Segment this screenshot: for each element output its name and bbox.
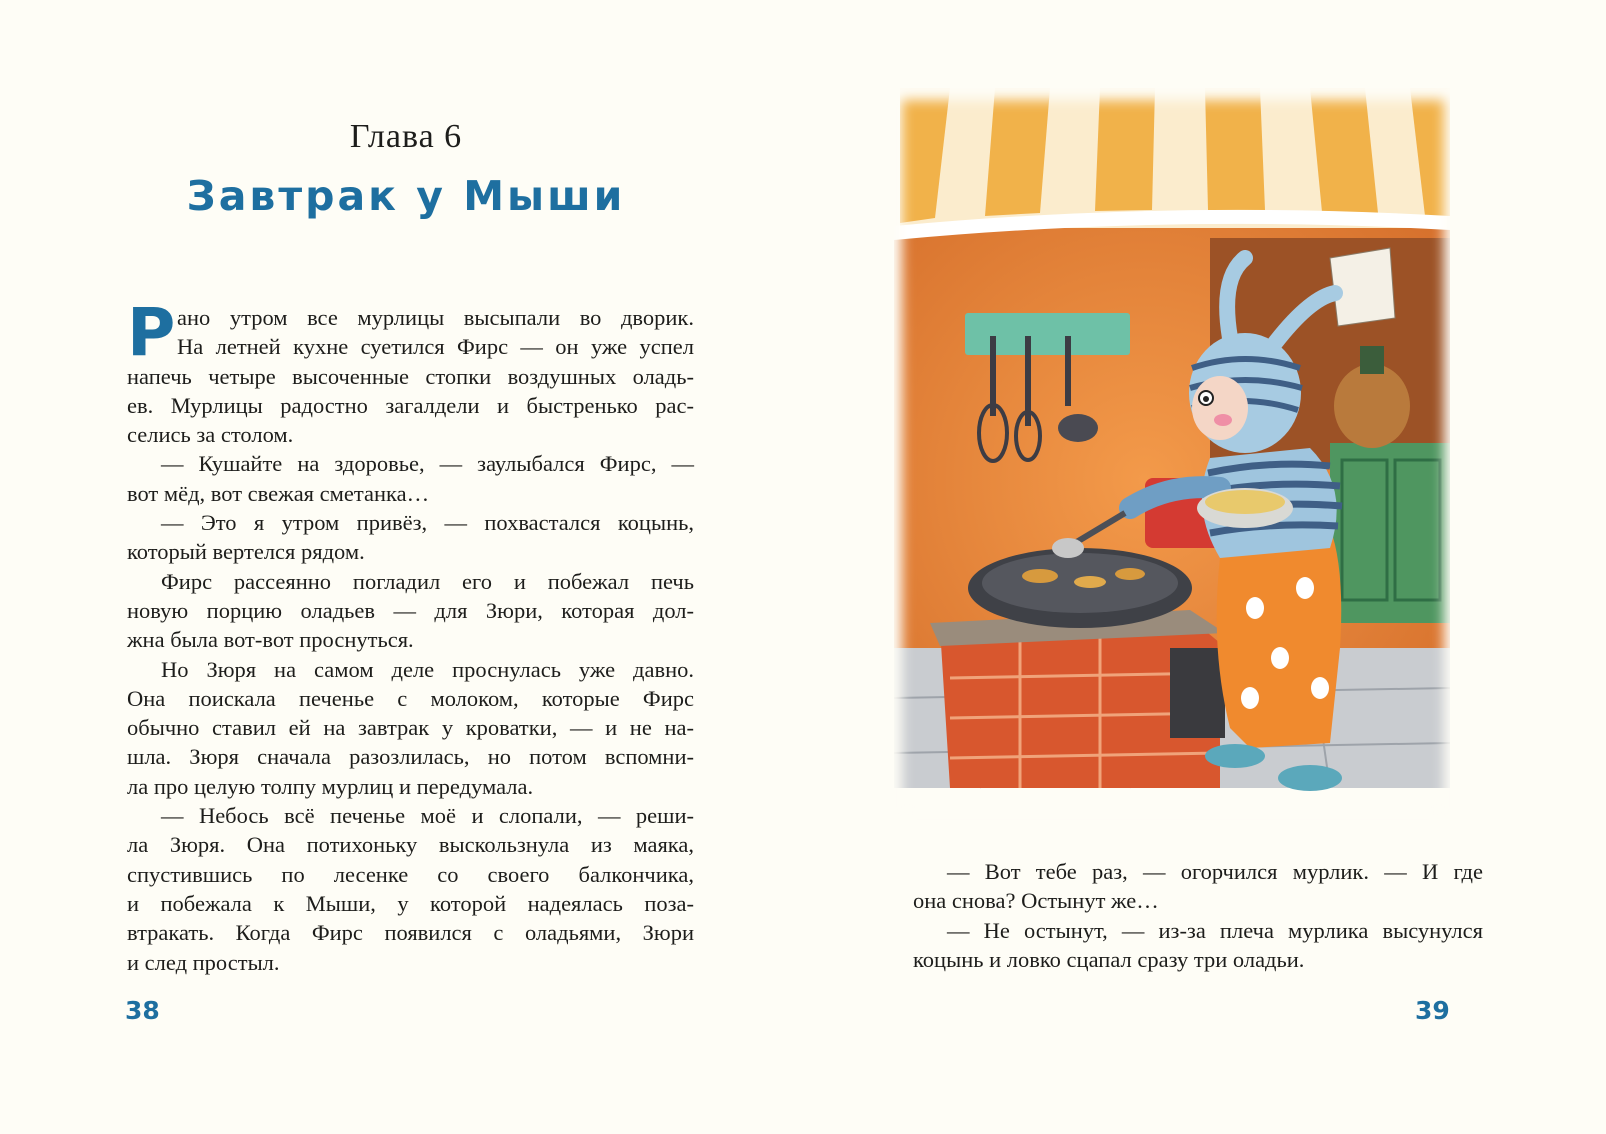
chapter-title: Завтрак у Мыши: [186, 172, 626, 220]
kitchen-illustration: [890, 88, 1456, 826]
left-page-text: [127, 294, 694, 977]
right-page: [803, 0, 1606, 1134]
text-line: Но Зюря на самом деле проснулась уже давно.: [161, 656, 694, 682]
chapter-label: Глава 6: [349, 118, 463, 155]
text-line: напечь четыре высоченные стопки воздушных оладь-: [127, 363, 694, 389]
page-number-right: 39: [1415, 996, 1450, 1025]
text-line: и след простыл.: [127, 949, 280, 975]
text-line: новую порцию оладьев — для Зюри, которая дол-: [127, 597, 694, 623]
text-line: и побежала к Мыши, у которой надеялась поза-: [127, 890, 694, 916]
text-line: вот мёд, вот свежая сметанка…: [127, 480, 430, 506]
text-line: шла. Зюря сначала разозлилась, но потом вспомни-: [127, 744, 694, 770]
page-number-left: 38: [125, 996, 160, 1025]
text-line: жна была вот-вот проснуться.: [127, 627, 414, 653]
text-line: обычно ставил ей на завтрак у кроватки, — и не на-: [127, 715, 694, 741]
text-line: втракать. Когда Фирс появился с оладьями, Зюри: [127, 920, 694, 946]
text-line: спустившись по лесенке со своего балкончика,: [127, 861, 694, 887]
text-line: ла Зюря. Она потихоньку выскользнула из маяка,: [127, 832, 694, 858]
text-line: ано утром все мурлицы высыпали во дворик.: [177, 305, 694, 330]
text-line: — Не остынут, — из-за плеча мурлика высунулся: [947, 917, 1483, 943]
text-line: — Вот тебе раз, — огорчился мурлик. — И где: [947, 859, 1483, 884]
text-line: коцынь и ловко сцапал сразу три оладьи.: [913, 946, 1305, 972]
text-line: — Небось всё печенье моё и слопали, — реши-: [161, 803, 694, 829]
text-line: селись за столом.: [127, 422, 294, 448]
text-line: ла про целую толпу мурлиц и передумала.: [127, 773, 534, 799]
drop-cap: Р: [127, 294, 176, 371]
text-line: она снова? Остынут же…: [913, 888, 1159, 914]
right-page-text: [913, 857, 1483, 974]
text-line: который вертелся рядом.: [127, 539, 365, 565]
text-line: Фирс рассеянно погладил его и побежал печь: [161, 568, 694, 594]
text-line: ев. Мурлицы радостно загалдели и быстренько рас-: [127, 392, 694, 418]
text-line: — Кушайте на здоровье, — заулыбался Фирс, —: [161, 451, 694, 477]
text-line: — Это я утром привёз, — похвастался коцынь,: [161, 510, 694, 536]
text-line: Она поискала печенье с молоком, которые Фирс: [127, 685, 694, 711]
text-line: На летней кухне суетился Фирс — он уже успел: [177, 334, 694, 360]
